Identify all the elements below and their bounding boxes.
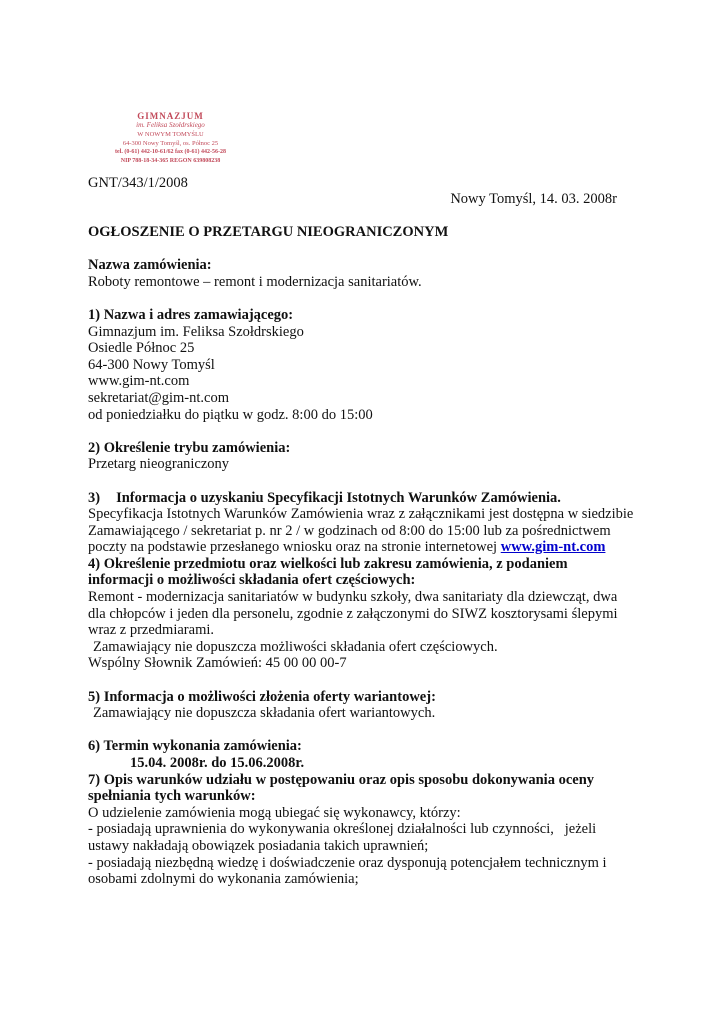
section-heading: 1) Nazwa i adres zamawiającego: (88, 306, 294, 323)
office-hours: od poniedziałku do piątku w godz. 8:00 do 15:00 (88, 406, 373, 423)
stamp-line: im. Feliksa Szołdrskiego (136, 121, 205, 129)
document-title: OGŁOSZENIE O PRZETARGU NIEOGRANICZONYM (88, 224, 449, 240)
address-line: 64-300 Nowy Tomyśl (88, 356, 215, 373)
stamp-line: NIP 788-18-34-365 REGON 639808238 (120, 158, 221, 164)
section-heading: 6) Termin wykonania zamówienia: (88, 738, 302, 755)
completion-date: 15.04. 2008r. do 15.06.2008r. (130, 755, 305, 771)
address-line: Gimnazjum im. Feliksa Szołdrskiego (88, 323, 304, 340)
section-text: Zamawiającego / sekretariat p. nr 2 / w godzinach od 8:00 do 15:00 lub za pośrednictwem (88, 522, 611, 539)
section-heading: informacji o możliwości składania ofert częściowych: (88, 572, 416, 589)
stamp-line: tel. (0-61) 442-10-61/62 fax (0-61) 442-56-28 (115, 149, 226, 155)
section-heading: 4) Określenie przedmiotu oraz wielkości lub zakresu zamówienia, z podaniem (88, 555, 568, 572)
section-text: ustawy nakładają obowiązek posiadania takich uprawnień; (88, 837, 429, 854)
website-link[interactable]: www.gim-nt.com (500, 539, 606, 556)
stamp-line: W NOWYM TOMYŚLU (137, 131, 204, 138)
email-text: sekretariat@gim-nt.com (88, 389, 229, 406)
section-heading (88, 490, 648, 507)
document-date: Nowy Tomyśl, 14. 03. 2008r (450, 191, 617, 207)
section-text: Remont - modernizacja sanitariatów w budynku szkoły, dwa sanitariaty dla dziewcząt, dwa (88, 589, 618, 606)
section-heading-text: Informacja o uzyskaniu Specyfikacji Istotnych Warunków Zamówienia. (116, 489, 561, 506)
reference-number: GNT/343/1/2008 (88, 175, 188, 191)
section-number: 3) (88, 489, 101, 506)
section-text-part: poczty na podstawie przesłanego wniosku oraz na stronie internetowej (88, 539, 498, 556)
section-heading: 5) Informacja o możliwości złożenia oferty wariantowej: (88, 688, 436, 705)
section-heading: Nazwa zamówienia: (88, 257, 212, 274)
school-stamp (88, 112, 253, 170)
document-body (88, 224, 648, 888)
section-text: O udzielenie zamówienia mogą ubiegać się wykonawcy, którzy: (88, 804, 461, 821)
section-text: - posiadają uprawnienia do wykonywania określonej działalności lub czynności, jeżeli (88, 821, 597, 838)
section-text: Zamawiający nie dopuszcza składania ofert wariantowych. (93, 705, 436, 722)
section-heading: 2) Określenie trybu zamówienia: (88, 439, 291, 456)
section-text: Zamawiający nie dopuszcza możliwości składania ofert częściowych. (93, 638, 498, 655)
section-text: Roboty remontowe – remont i modernizacja sanitariatów. (88, 273, 422, 290)
section-text: dla chłopców i jeden dla personelu, zgodnie z załączonymi do SIWZ kosztorysami ślepymi (88, 605, 618, 622)
section-text: wraz z przedmiarami. (88, 622, 214, 639)
section-text: Specyfikacja Istotnych Warunków Zamówienia wraz z załącznikami jest dostępna w siedzibie (88, 506, 634, 523)
stamp-line: GIMNAZJUM (137, 111, 204, 121)
website-text: www.gim-nt.com (88, 373, 190, 390)
section-text: Przetarg nieograniczony (88, 456, 230, 473)
cpv-code: Wspólny Słownik Zamówień: 45 00 00 00-7 (88, 655, 347, 672)
section-text: - posiadają niezbędną wiedzę i doświadczenie oraz dysponują potencjałem technicznym i (88, 854, 607, 871)
stamp-line: 64-300 Nowy Tomyśl, os. Północ 25 (122, 140, 219, 147)
section-heading: 7) Opis warunków udziału w postępowaniu oraz opis sposobu dokonywania oceny (88, 771, 595, 788)
section-text: osobami zdolnymi do wykonania zamówienia; (88, 871, 359, 888)
section-heading: spełniania tych warunków: (88, 788, 256, 805)
address-line: Osiedle Północ 25 (88, 340, 195, 357)
section-text (88, 539, 648, 556)
